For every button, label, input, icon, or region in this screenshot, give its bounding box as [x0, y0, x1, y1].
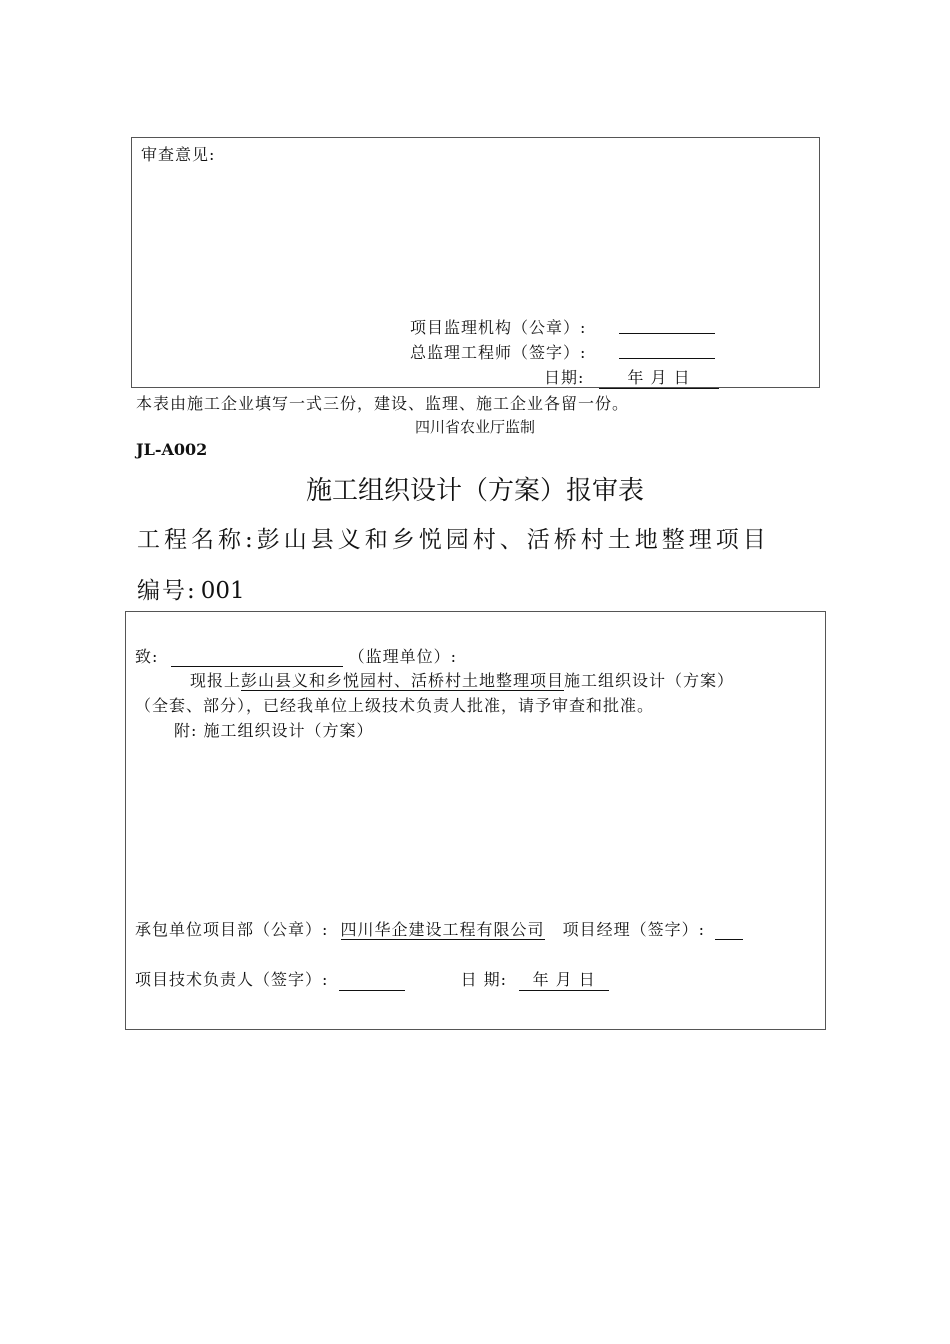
form-code: JL-A002	[136, 440, 208, 459]
review-date-label: 日期:	[544, 368, 585, 387]
to-label: 致:	[135, 647, 159, 666]
body-project: 彭山县义和乡悦园村、活桥村土地整理项目	[241, 671, 565, 690]
project-label: 工程名称:	[137, 527, 257, 553]
contractor-label: 承包单位项目部（公章）:	[135, 920, 329, 939]
supervision-org-signature-line[interactable]	[619, 333, 715, 334]
body-line-1	[190, 668, 734, 691]
contractor-name[interactable]: 四川华企建设工程有限公司	[340, 920, 545, 939]
tech-line	[135, 967, 609, 991]
number-label: 编号:	[137, 578, 197, 604]
project-line	[137, 521, 770, 554]
review-box	[131, 137, 820, 388]
tech-signature-line[interactable]	[339, 972, 405, 991]
tech-label: 项目技术负责人（签字）:	[135, 970, 329, 989]
review-date-value[interactable]: 年 月 日	[599, 365, 719, 389]
issuer: 四川省农业厅监制	[414, 418, 535, 436]
form-note: 本表由施工企业填写一式三份，建设、监理、施工企业各留一份。	[136, 394, 630, 413]
manager-label: 项目经理（签字）:	[562, 920, 706, 939]
supervision-unit-field[interactable]	[171, 648, 343, 667]
number-line	[137, 572, 245, 605]
manager-signature-line[interactable]	[715, 921, 743, 940]
project-name: 彭山县义和乡悦园村、活桥村土地整理项目	[256, 527, 770, 553]
body-suffix: 施工组织设计（方案）	[564, 671, 735, 690]
body-prefix: 现报上	[190, 671, 242, 690]
to-suffix: （监理单位）:	[348, 647, 457, 666]
body-line-2: （全套、部分），已经我单位上级技术负责人批准，请予审查和批准。	[135, 696, 655, 715]
to-line	[135, 644, 457, 667]
chief-engineer-label: 总监理工程师（签字）:	[410, 343, 587, 362]
main-box	[125, 611, 826, 1030]
form-title: 施工组织设计（方案）报审表	[305, 476, 644, 506]
main-date-label: 日 期:	[460, 970, 508, 989]
attachment-line: 附: 施工组织设计（方案）	[174, 721, 374, 740]
contractor-line	[135, 917, 743, 940]
chief-engineer-signature-line[interactable]	[619, 358, 715, 359]
review-title: 审查意见:	[141, 145, 216, 164]
supervision-org-label: 项目监理机构（公章）:	[410, 318, 587, 337]
main-date-value[interactable]: 年 月 日	[519, 967, 609, 991]
number-value: 001	[200, 578, 245, 604]
